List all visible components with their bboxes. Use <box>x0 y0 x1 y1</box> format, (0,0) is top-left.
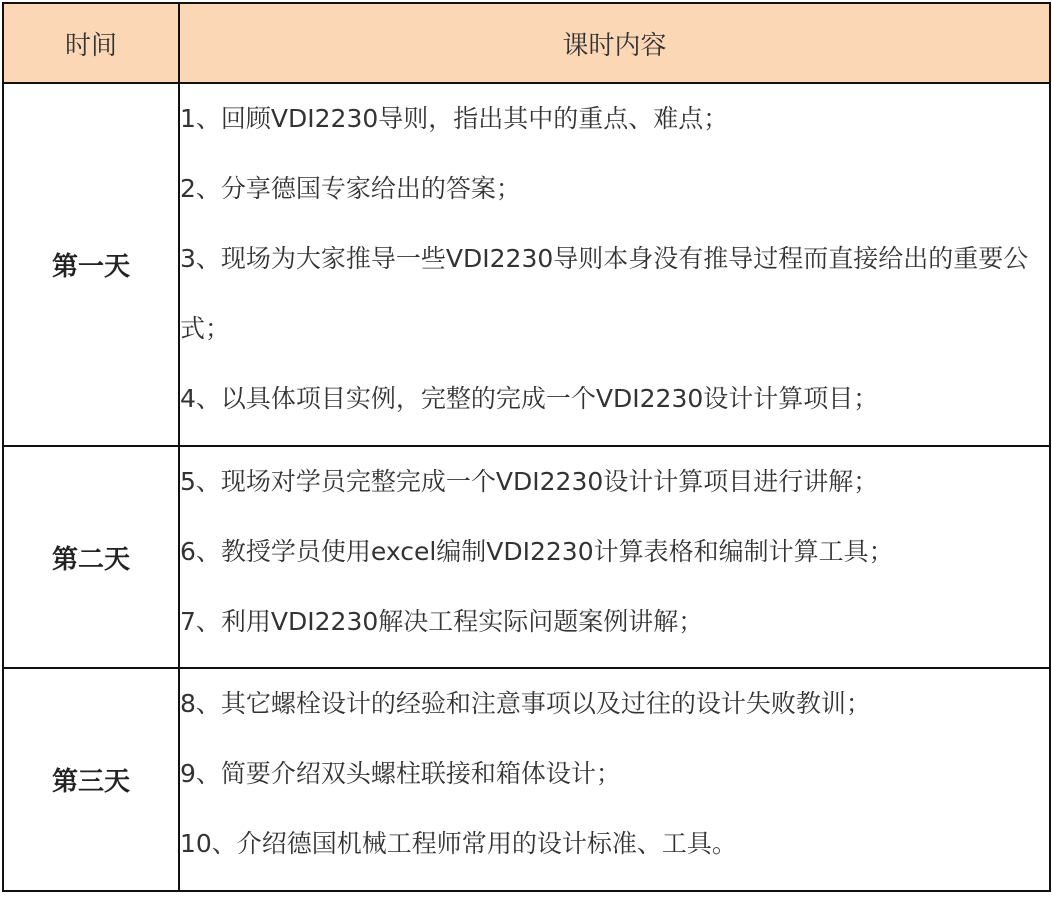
header-content: 课时内容 <box>179 3 1050 83</box>
content-cell <box>179 446 1050 668</box>
content-cell <box>179 668 1050 891</box>
day-label: 第二天 <box>3 446 179 668</box>
table-row-day-3 <box>3 668 1050 891</box>
course-schedule-table <box>2 2 1051 892</box>
day-label: 第一天 <box>3 83 179 446</box>
list-item: 10、介绍德国机械工程师常用的设计标准、工具。 <box>180 829 737 858</box>
list-item: 7、利用VDI2230解决工程实际问题案例讲解； <box>180 607 704 636</box>
list-item: 1、回顾VDI2230导则，指出其中的重点、难点； <box>180 104 729 133</box>
list-item: 8、其它螺栓设计的经验和注意事项以及过往的设计失败教训； <box>180 689 871 718</box>
day-label: 第三天 <box>3 668 179 891</box>
list-item: 9、简要介绍双头螺柱联接和箱体设计； <box>180 759 621 788</box>
list-item: 3、现场为大家推导一些VDI2230导则本身没有推导过程而直接给出的重要公式； <box>180 244 1029 343</box>
table-row-day-1 <box>3 83 1050 446</box>
list-item: 5、现场对学员完整完成一个VDI2230设计计算项目进行讲解； <box>180 467 879 496</box>
list-item: 4、以具体项目实例，完整的完成一个VDI2230设计计算项目； <box>180 384 879 413</box>
list-item: 2、分享德国专家给出的答案； <box>180 174 521 203</box>
table-row-day-2 <box>3 446 1050 668</box>
table-header-row <box>3 3 1050 83</box>
list-item: 6、教授学员使用excel编制VDI2230计算表格和编制计算工具； <box>180 537 894 566</box>
header-time: 时间 <box>3 3 179 83</box>
content-cell <box>179 83 1050 446</box>
